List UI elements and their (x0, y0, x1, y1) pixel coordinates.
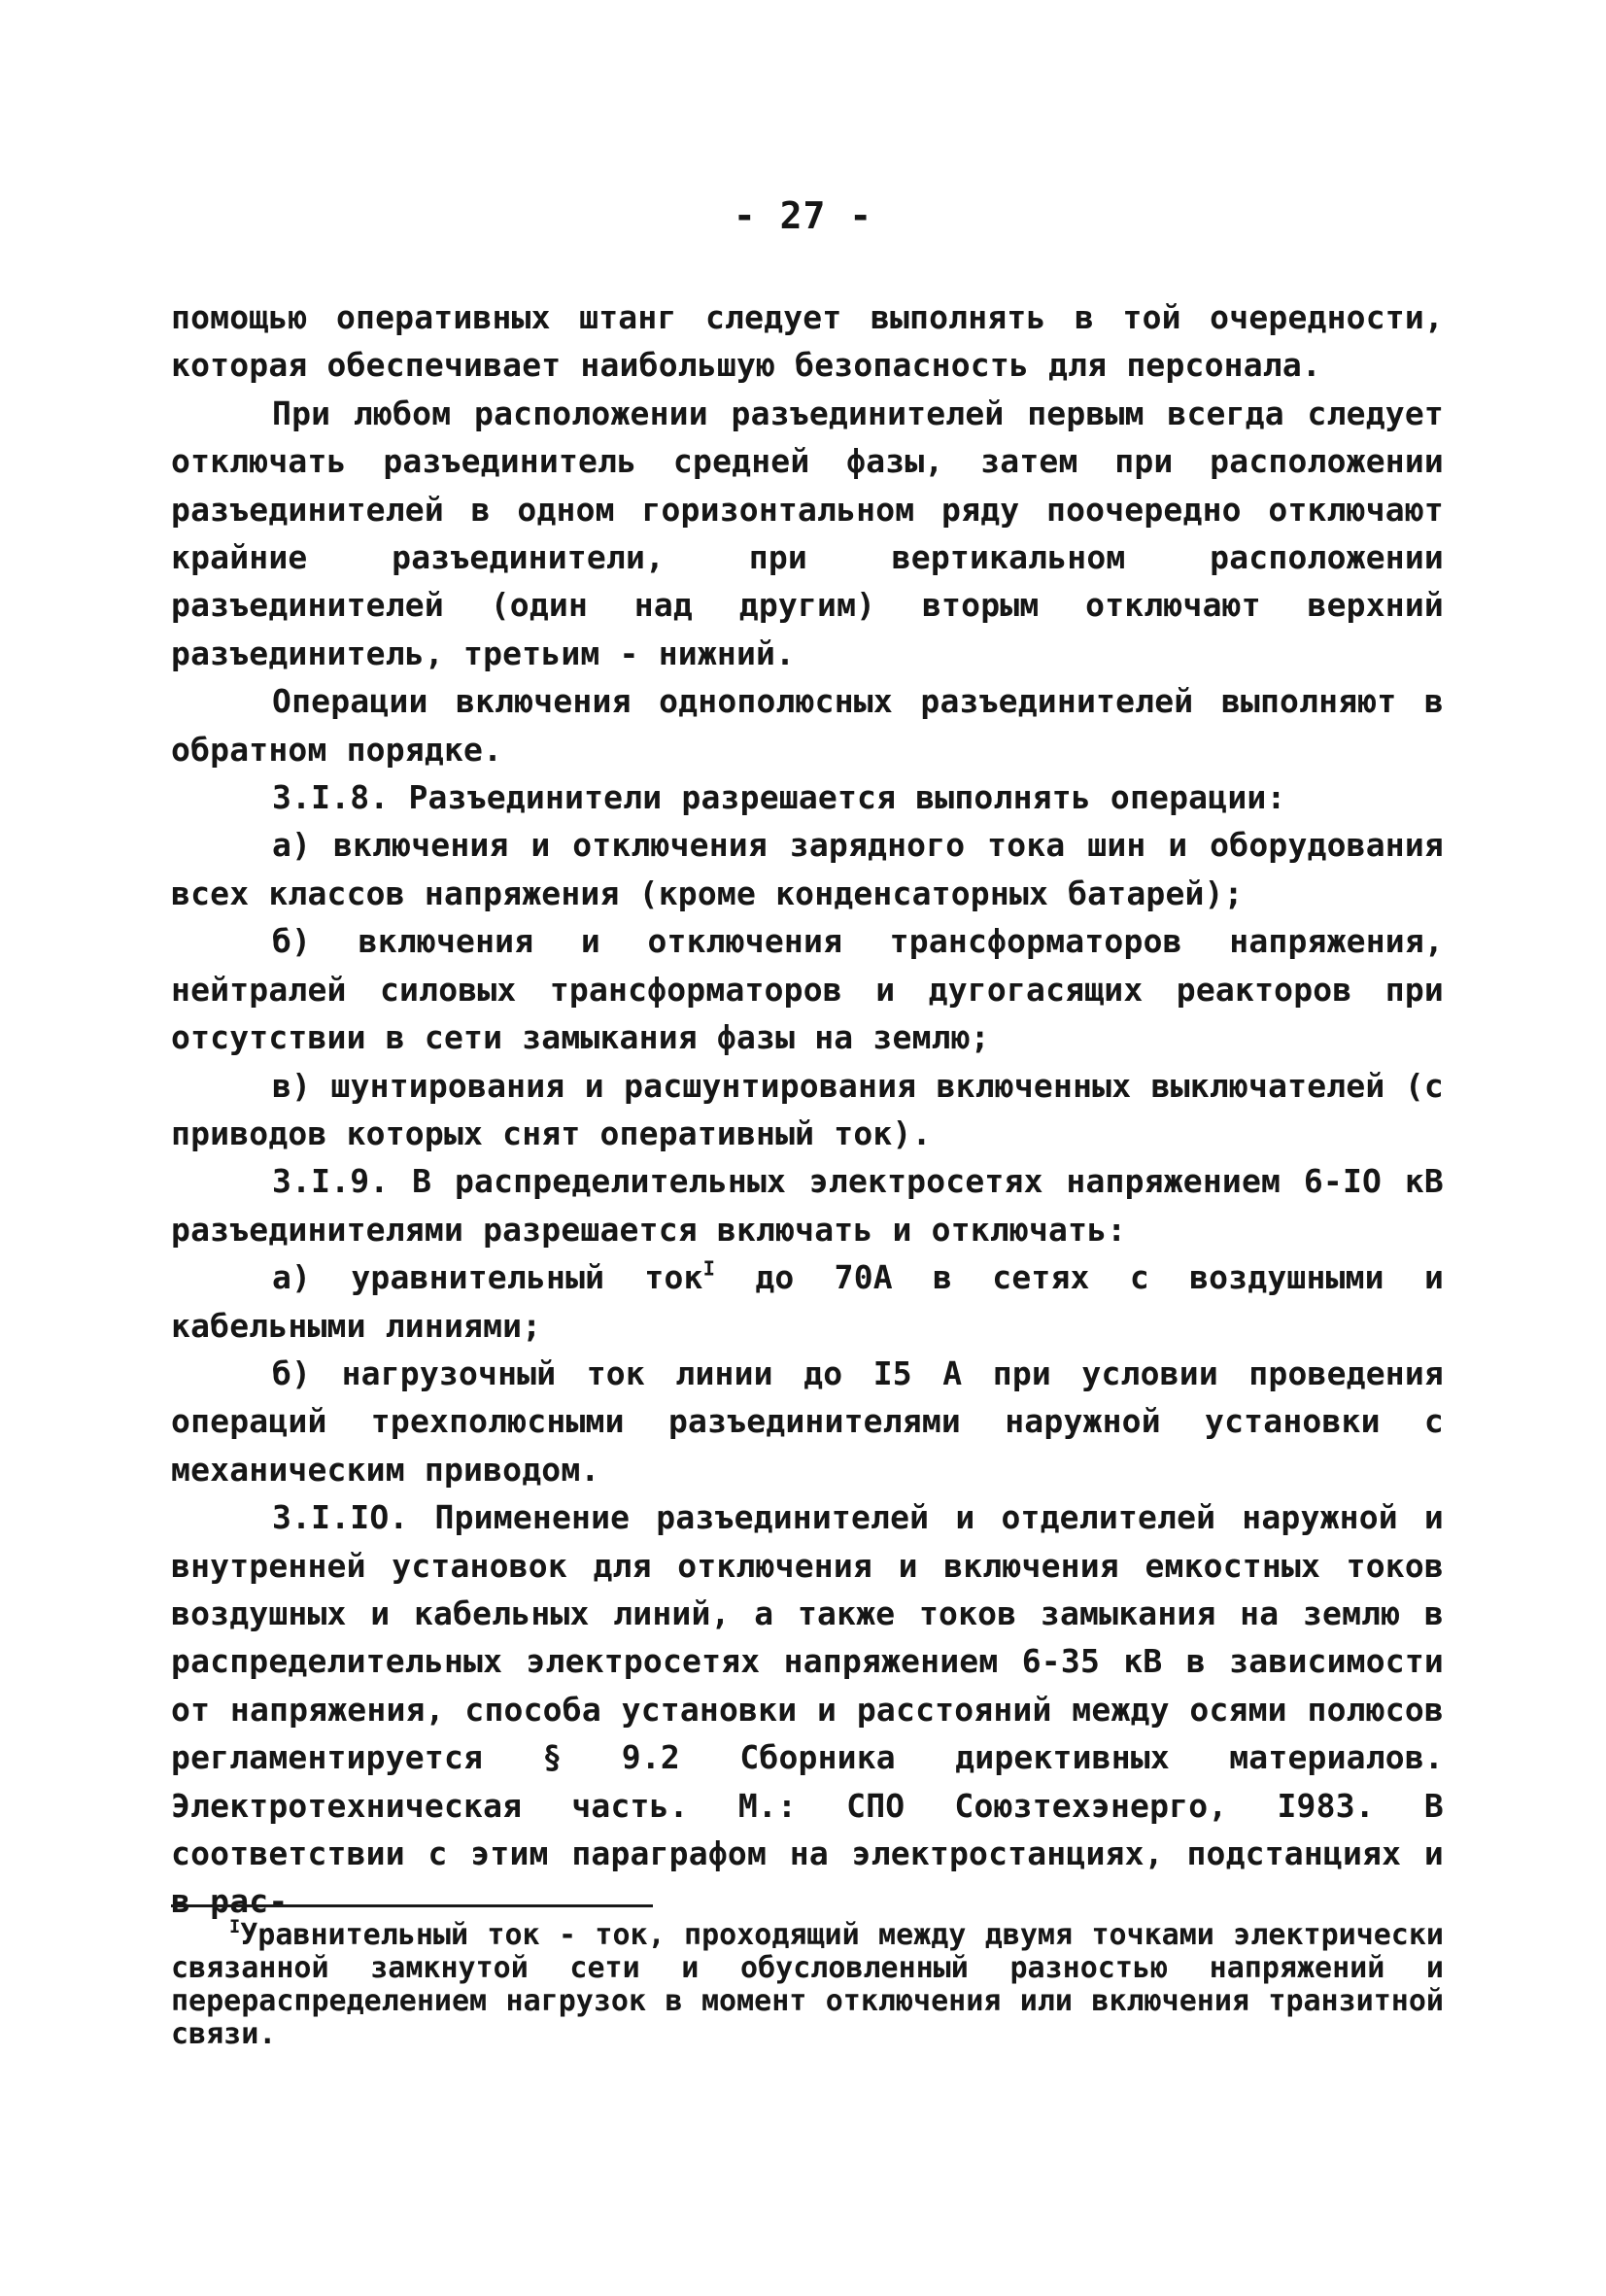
paragraph-text-after: до 70А в сетях с воздушными и кабельными линиями; (171, 1258, 1445, 1345)
body-text (171, 293, 1444, 1926)
footnote (171, 1916, 1444, 2051)
footnote-divider (171, 1904, 653, 1907)
footnote-mark: I (229, 1916, 241, 1937)
section-heading-3-1-8: 3.I.8. Разъединители разрешается выполнять операции: (272, 778, 1286, 817)
list-item-b: б) включения и отключения трансформаторов напряжения, нейтралей силовых трансформаторов и дугогасящих реакторов при отсутствии в сети замыкания фазы на землю; (171, 922, 1444, 1057)
paragraph: При любом расположении разъединителей первым всегда следует отключать разъединитель средней фазы, затем при расположении разъединителей в одном горизонтальном ряду поочередно отключают крайние разъединители, при вертикальном расположении разъединителей (один над другим) вторым отключают верхний разъединитель, третьим - нижний. (171, 394, 1444, 672)
footnote-reference[interactable]: I (702, 1256, 716, 1281)
page-number: - 27 - (733, 194, 873, 237)
footnote-text: Уравнительный ток - ток, проходящий между двумя точками электрически связанной замкнутой сети и обусловленный разностью напряжений и перераспределением нагрузок в момент отключения или включения транзитной связи. (171, 1918, 1444, 2051)
list-item-a: а) включения и отключения зарядного тока шин и оборудования всех классов напряжения (кроме конденсаторных батарей); (171, 826, 1444, 912)
section-3-1-10: 3.I.IO. Применение разъединителей и отделителей наружной и внутренней установок для отключения и включения емкостных токов воздушных и кабельных линий, а также токов замыкания на землю в распределительных электросетях напряжением 6-35 кВ в зависимости от напряжения, способа установки и расстояний между осями полюсов регламентируется § 9.2 Сборника директивных материалов. Электротехническая часть. М.: СПО Союзтехэнерго, I983. В соответствии с этим параграфом на электростанциях, подстанциях и в рас- (171, 1498, 1444, 1921)
list-item-a-with-footnote (171, 1253, 1444, 1350)
list-item-v: в) шунтирования и расшунтирования включенных выключателей (с приводов которых снят оперативный ток). (171, 1066, 1444, 1152)
section-heading-3-1-9: 3.I.9. В распределительных электросетях напряжением 6-IO кВ разъединителями разрешается включать и отключать: (171, 1162, 1444, 1249)
list-item-b: б) нагрузочный ток линии до I5 А при условии проведения операций трехполюсными разъединителями наружной установки с механическим приводом. (171, 1354, 1444, 1489)
paragraph: помощью оперативных штанг следует выполнять в той очередности, которая обеспечивает наибольшую безопасность для персонала. (171, 298, 1444, 385)
paragraph: Операции включения однополюсных разъединителей выполняют в обратном порядке. (171, 682, 1444, 769)
paragraph-text-before: а) уравнительный ток (272, 1258, 703, 1297)
